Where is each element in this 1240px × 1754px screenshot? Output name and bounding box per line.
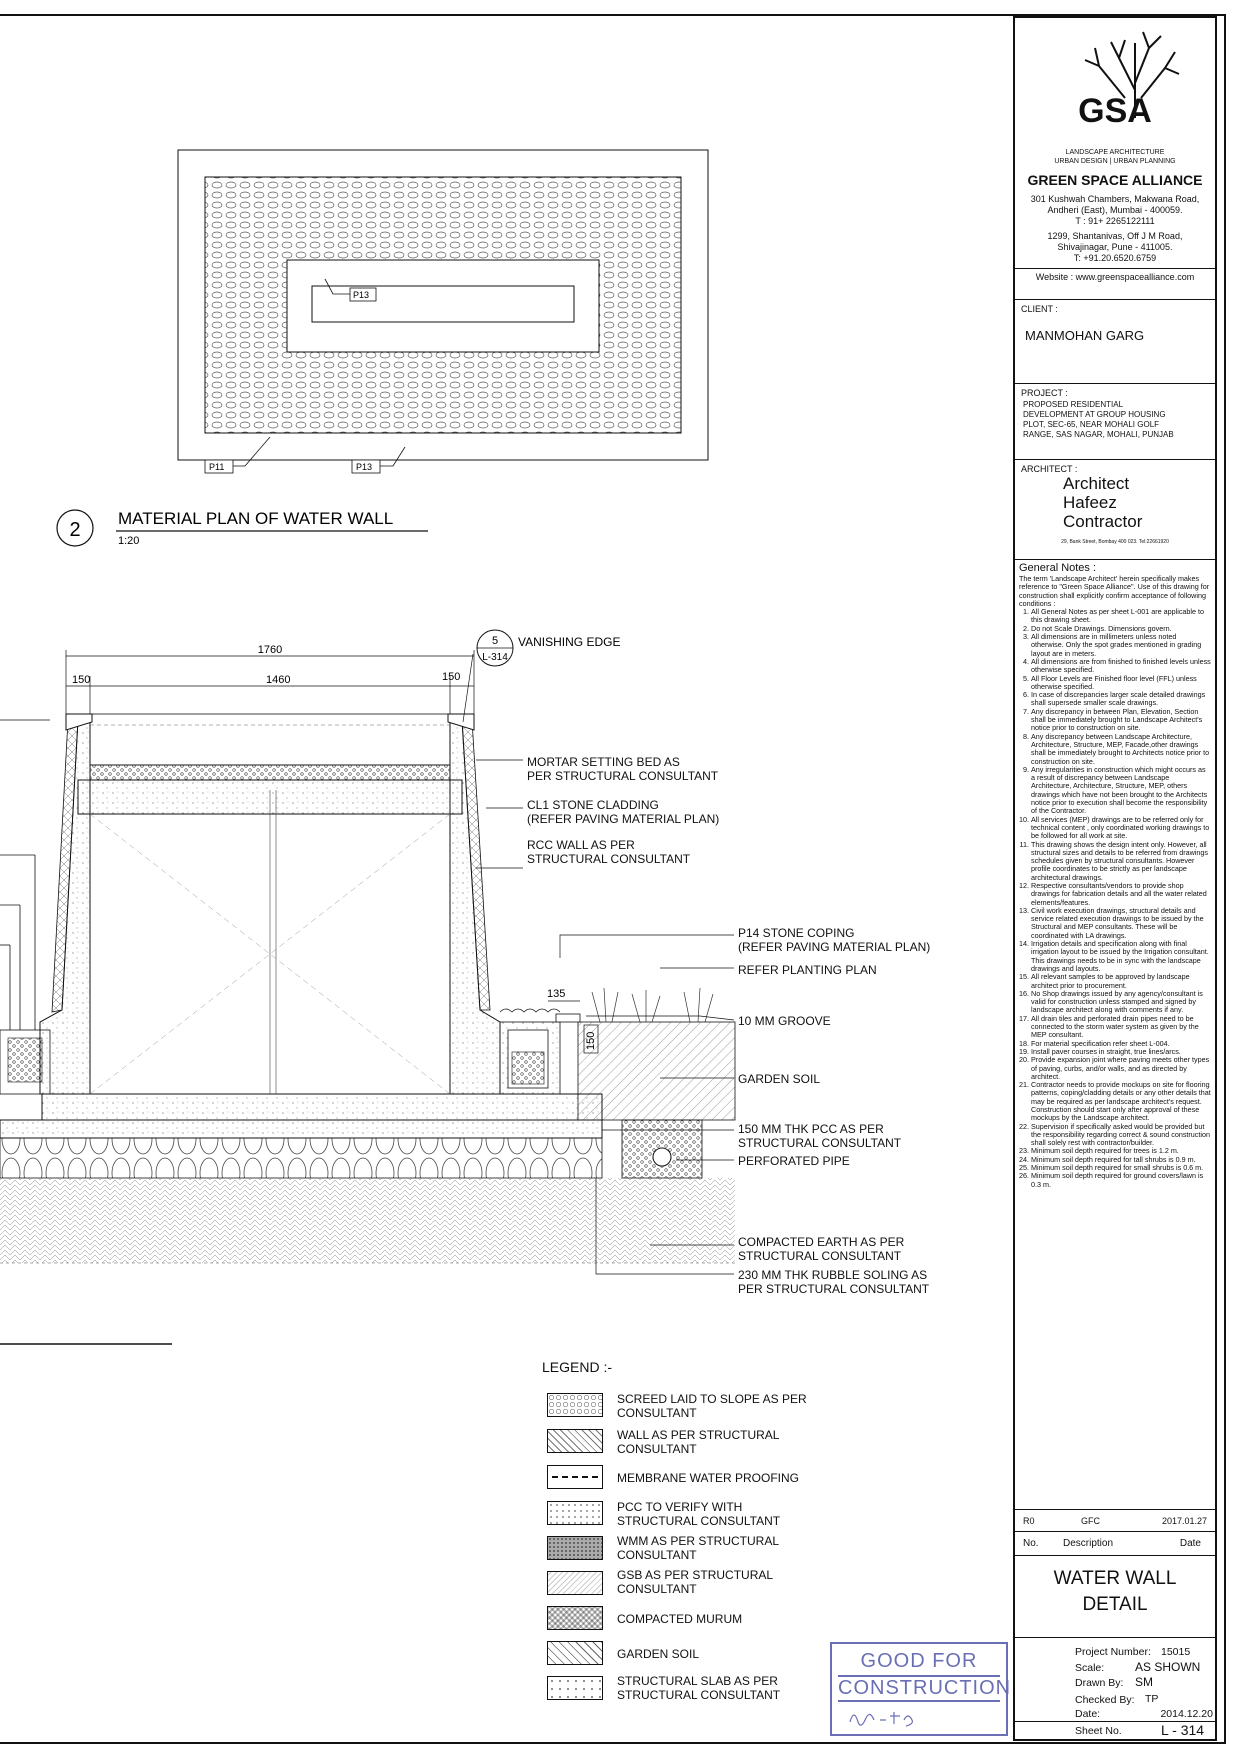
legend-swatch-wmm — [547, 1536, 603, 1560]
date-value: 2014.12.20 — [1160, 1708, 1213, 1720]
sheet-info — [1015, 1638, 1215, 1722]
legend-text: STRUCTURAL SLAB AS PER STRUCTURAL CONSULTANT — [617, 1674, 781, 1702]
legend-swatch-gsb — [547, 1571, 603, 1595]
general-notes — [1015, 560, 1215, 1510]
legend-swatch-garden-soil — [547, 1641, 603, 1665]
legend-text: SCREED LAID TO SLOPE AS PER CONSULTANT — [617, 1392, 807, 1420]
section-note-text: 230 MM THK RUBBLE SOLING AS PER STRUCTURAL CONSULTANT — [738, 1268, 930, 1296]
general-note: 1. All General Notes as per sheet L-001 are applicable to this drawing sheet. — [1031, 608, 1211, 625]
rev-header-desc: Description — [1063, 1538, 1114, 1549]
legend-text: COMPACTED MURUM — [617, 1612, 743, 1626]
general-note: 21. Contractor needs to provide mockups on site for flooring patterns, coping/cladding details or any other details that may be required as per landscape architect's request. Construction should start only after approval of these mockups by the Landscape architect. — [1031, 1081, 1211, 1122]
drawn-value: SM — [1135, 1675, 1153, 1689]
project-number: 15015 — [1161, 1646, 1191, 1658]
material-plan — [178, 150, 708, 473]
legend-swatch-murum — [547, 1606, 603, 1630]
legend-swatch-wall — [547, 1429, 603, 1453]
sheet-number-section — [1015, 1722, 1215, 1741]
section-note-text: RCC WALL AS PER STRUCTURAL CONSULTANT — [527, 838, 691, 866]
tree-logo-icon — [1015, 18, 1219, 128]
sheet-label: Sheet No. — [1075, 1725, 1122, 1737]
dim-right: 150 — [442, 671, 461, 683]
plan-tag: P13 — [356, 462, 373, 472]
legend-text: MEMBRANE WATER PROOFING — [617, 1471, 800, 1485]
general-note: 15. All relevant samples to be approved by landscape architect prior to procurement. — [1031, 973, 1211, 990]
signature-mark — [846, 1706, 926, 1728]
scale-value: AS SHOWN — [1135, 1660, 1201, 1674]
general-note: 12. Respective consultants/vendors to provide shop drawings for fabrication details and all the water related elements/features. — [1031, 882, 1211, 907]
legend-text: WMM AS PER STRUCTURAL CONSULTANT — [617, 1534, 780, 1562]
client-label: CLIENT : — [1021, 304, 1058, 314]
checked-label: Checked By: — [1075, 1694, 1135, 1706]
revision-row — [1015, 1510, 1215, 1532]
general-note: 20. Provide expansion joint where paving meets other types of paving, curbs, and/or walls, and as directed by architect. — [1031, 1056, 1211, 1081]
project-section — [1015, 384, 1215, 460]
general-note: 13. Civil work execution drawings, structural details and service related execution drawings to be issued by the Structural and MEP consultants. These will be coordinated with LA drawings. — [1031, 907, 1211, 940]
section-note-text: 10 MM GROOVE — [738, 1014, 831, 1028]
drawn-label: Drawn By: — [1075, 1677, 1124, 1689]
company-section — [1015, 18, 1215, 300]
architect-section — [1015, 460, 1215, 560]
legend-text: WALL AS PER STRUCTURAL CONSULTANT — [617, 1428, 780, 1456]
plan-tag: P11 — [209, 462, 225, 472]
client-section — [1015, 300, 1215, 384]
gfc-stamp — [830, 1642, 1012, 1736]
dim-groove: 150 — [585, 1031, 597, 1050]
general-note: 5. All Floor Levels are Finished floor level (FFL) unless otherwise specified. — [1031, 675, 1211, 692]
rev-header-date: Date — [1179, 1538, 1201, 1549]
notes-title: General Notes : — [1019, 562, 1097, 574]
section-note-text: P14 STONE COPING (REFER PAVING MATERIAL PLAN) — [738, 926, 931, 954]
section-note-text: CL1 STONE CLADDING (REFER PAVING MATERIAL PLAN) — [527, 798, 720, 826]
address-pune: 1299, Shantanivas, Off J M Road, Shivajinagar, Pune - 411005. T: +91.20.6520.6759 — [1047, 231, 1183, 263]
general-note: 3. All dimensions are in millimeters unless noted otherwise. Only the spot grades mentioned in grading layout are in meters. — [1031, 633, 1211, 658]
legend-swatch-pcc — [547, 1501, 603, 1525]
sheet-number: L - 314 — [1161, 1722, 1205, 1738]
callout-sheet: L-314 — [482, 652, 508, 663]
notes-list — [1019, 608, 1211, 1189]
project-label: PROJECT : — [1021, 388, 1068, 398]
project-number-label: Project Number: — [1075, 1646, 1151, 1658]
callout-number: 5 — [491, 635, 499, 647]
section-note-text: MORTAR SETTING BED AS PER STRUCTURAL CONSULTANT — [527, 755, 719, 783]
general-note: 24. Minimum soil depth required for tall shrubs is 0.9 m. — [1031, 1156, 1211, 1164]
legend-swatch-membrane — [547, 1465, 603, 1489]
general-note: 6. In case of discrepancies larger scale detailed drawings shall supersede smaller scale drawings. — [1031, 691, 1211, 708]
callout-label: VANISHING EDGE — [518, 635, 621, 649]
revision-date: 2017.01.27 — [1161, 1516, 1207, 1526]
general-note: 18. For material specification refer sheet L-004. — [1031, 1040, 1211, 1048]
general-note: 22. Supervision if specifically asked would be provided but the responsibility regarding correct & sound construction shall solely rest with contractor/builder. — [1031, 1123, 1211, 1148]
rev-header-no: No. — [1023, 1538, 1039, 1549]
dim-left: 150 — [72, 674, 91, 686]
legend-swatch-slab — [547, 1676, 603, 1700]
plan-tag: P13 — [353, 290, 370, 300]
revision-desc: GFC — [1081, 1516, 1100, 1526]
project-name: PROPOSED RESIDENTIAL DEVELOPMENT AT GROUP HOUSING PLOT, SEC-65, NEAR MOHALI GOLF RANGE, SAS NAGAR, MOHALI, PUNJAB — [1023, 400, 1174, 439]
section-note-text: REFER PLANTING PLAN — [738, 963, 877, 977]
stamp-line1: GOOD FOR — [860, 1650, 978, 1672]
company-name: GREEN SPACE ALLIANCE — [1027, 172, 1203, 188]
general-note: 17. All drain tiles and perforated drain pipes need to be connected to the storm water system as given by the MEP consultant. — [1031, 1015, 1211, 1040]
title-block — [1013, 16, 1217, 1741]
address-mumbai: 301 Kushwah Chambers, Makwana Road, Andheri (East), Mumbai - 400059. T : 91+ 2265122111 — [1030, 194, 1200, 226]
architect-name: Architect Hafeez Contractor — [1063, 474, 1143, 531]
dim-inner: 1460 — [266, 674, 291, 686]
logo-text: GSA — [1078, 92, 1152, 128]
scale-label: Scale: — [1075, 1662, 1105, 1674]
general-note: 19. Install paver courses in straight, true lines/arcs. — [1031, 1048, 1211, 1056]
date-label: Date: — [1075, 1708, 1101, 1720]
dim-overall: 1760 — [257, 644, 283, 656]
general-note: 25. Minimum soil depth required for small shrubs is 0.6 m. — [1031, 1164, 1211, 1172]
title-text: MATERIAL PLAN OF WATER WALL — [118, 509, 394, 528]
general-note: 7. Any discrepancy in between Plan, Elevation, Section shall be immediately brought to Landscape Architect's notice prior to construction on site. — [1031, 708, 1211, 733]
general-note: 14. Irrigation details and specification along with final irrigation layout to be issued by the Irrigation consultant. This drawings needs to be in sync with the landscape drawings and layouts. — [1031, 940, 1211, 973]
legend-title: LEGEND :- — [542, 1359, 613, 1375]
plan-title — [57, 509, 428, 547]
general-note: 2. Do not Scale Drawings. Dimensions govern. — [1031, 625, 1211, 633]
section-note-text: 150 MM THK PCC AS PER STRUCTURAL CONSULTANT — [738, 1122, 902, 1150]
checked-value: TP — [1145, 1693, 1159, 1705]
section-note-text: GARDEN SOIL — [738, 1072, 821, 1086]
tagline-2: URBAN DESIGN | URBAN PLANNING — [1054, 158, 1176, 165]
general-note: 16. No Shop drawings issued by any agency/consultant is valid for construction unless stamped and signed by landscape architect along with comments if any. — [1031, 990, 1211, 1015]
legend-text: GARDEN SOIL — [617, 1647, 700, 1661]
general-note: 8. Any discrepancy between Landscape Architecture, Architecture, Structure, MEP, Facade,other drawings shall be immediately brought to Architects notice prior to construction on site. — [1031, 733, 1211, 766]
general-note: 9. Any irregularities in construction which might occurs as a result of discrepancy between Landscape Architecture, Architecture, Structure, MEP, others drawings which have not been brought to the Architects notice prior to execution shall become the responsibility of the Contractor. — [1031, 766, 1211, 816]
dim-coping: 135 — [547, 988, 566, 1000]
general-note: 10. All services (MEP) drawings are to be referred only for technical content , only coordinated working drawings to be followed for all work at site. — [1031, 816, 1211, 841]
stamp-line2: CONSTRUCTION — [838, 1675, 1000, 1702]
revision-headers — [1015, 1532, 1215, 1556]
section-note-text: COMPACTED EARTH AS PER STRUCTURAL CONSULTANT — [738, 1235, 905, 1263]
sheet-title: WATER WALL DETAIL — [1053, 1568, 1177, 1615]
architect-label: ARCHITECT : — [1021, 464, 1078, 474]
tagline-1: LANDSCAPE ARCHITECTURE — [1065, 149, 1165, 156]
general-note: 11. This drawing shows the design intent only. However, all structural sizes and details to be referred from drawings schedules given by structural consultants. However profile coordinates to be strictly as per landscape architectural drawings. — [1031, 841, 1211, 882]
website: Website : www.greenspacealliance.com — [1015, 268, 1215, 283]
architect-address: 29, Bank Street, Bombay 400 023. Tel:22661920 — [1061, 539, 1169, 545]
sheet-title-section — [1015, 1556, 1215, 1638]
legend-swatch-screed — [547, 1393, 603, 1417]
general-note: 26. Minimum soil depth required for ground covers/lawn is 0.3 m. — [1031, 1172, 1211, 1189]
section-note-text: PERFORATED PIPE — [738, 1154, 850, 1168]
notes-intro: The term 'Landscape Architect' herein specifically makes reference to "Green Space Alliance". Use of this drawing for construction shall explicitly confirm acceptance of following conditions : — [1019, 574, 1210, 608]
general-note: 4. All dimensions are from finished to finished levels unless otherwise specified. — [1031, 658, 1211, 675]
revision-no: R0 — [1023, 1516, 1035, 1526]
detail-callout — [463, 630, 620, 722]
title-scale: 1:20 — [118, 535, 140, 547]
legend-text: GSB AS PER STRUCTURAL CONSULTANT — [617, 1568, 774, 1596]
general-note: 23. Minimum soil depth required for trees is 1.2 m. — [1031, 1147, 1211, 1155]
client-name: MANMOHAN GARG — [1025, 328, 1145, 343]
legend-text: PCC TO VERIFY WITH STRUCTURAL CONSULTANT — [617, 1500, 781, 1528]
title-number: 2 — [69, 519, 81, 541]
